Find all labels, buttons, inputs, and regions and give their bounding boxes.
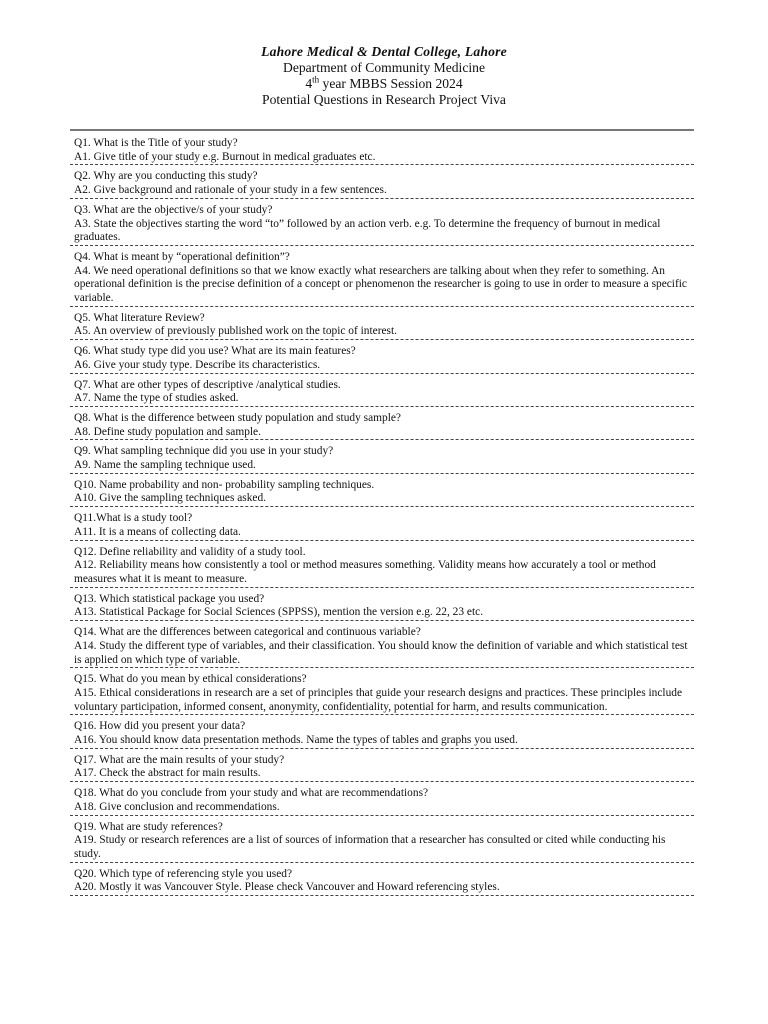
- qa-item: [70, 251, 694, 307]
- answer-text: A18. Give conclusion and recommendations.: [74, 800, 280, 813]
- answer-text: A17. Check the abstract for main results.: [74, 767, 261, 780]
- question-text: Q11.What is a study tool?: [74, 512, 193, 525]
- qa-item: [70, 137, 694, 165]
- qa-item: [70, 787, 694, 815]
- qa-item: [70, 412, 694, 440]
- answer-text: A12. Reliability means how consistently a tool or method measures something. Validity means how accurately a tool or method measures what it is meant to measure.: [74, 559, 656, 585]
- qa-item: [70, 170, 694, 198]
- college-name: Lahore Medical & Dental College, Lahore: [261, 44, 507, 59]
- document-header: [0, 44, 768, 108]
- answer-text: A6. Give your study type. Describe its characteristics.: [74, 358, 321, 371]
- answer-text: A5. An overview of previously published work on the topic of interest.: [74, 325, 397, 338]
- question-text: Q2. Why are you conducting this study?: [74, 170, 258, 183]
- answer-text: A10. Give the sampling techniques asked.: [74, 492, 267, 505]
- question-text: Q13. Which statistical package you used?: [74, 592, 265, 605]
- question-text: Q12. Define reliability and validity of a study tool.: [74, 545, 306, 558]
- question-text: Q1. What is the Title of your study?: [74, 137, 238, 149]
- question-text: Q4. What is meant by “operational definition”?: [74, 250, 290, 263]
- qa-item: [70, 720, 694, 748]
- answer-text: A20. Mostly it was Vancouver Style. Please check Vancouver and Howard referencing styles.: [74, 881, 500, 894]
- answer-text: A19. Study or research references are a list of sources of information that a researcher has consulted or cited while conducting his study.: [74, 834, 666, 860]
- answer-text: A8. Define study population and sample.: [74, 425, 261, 438]
- answer-text: A16. You should know data presentation methods. Name the types of tables and graphs you used.: [74, 734, 518, 747]
- question-text: Q18. What do you conclude from your study and what are recommendations?: [74, 787, 429, 800]
- session-text: year MBBS Session 2024: [319, 76, 463, 91]
- qa-item: [70, 673, 694, 715]
- qa-item: [70, 479, 694, 507]
- question-text: Q6. What study type did you use? What are its main features?: [74, 345, 356, 358]
- year-suffix: th: [312, 74, 320, 85]
- answer-text: A3. State the objectives starting the word “to” followed by an action verb. e.g. To determine the frequency of burnout in medical graduates.: [74, 217, 661, 244]
- department-name: Department of Community Medicine: [283, 60, 485, 75]
- question-text: Q19. What are study references?: [74, 820, 223, 833]
- qa-item: [70, 868, 694, 896]
- answer-text: A14. Study the different type of variables, and their classification. You should know the definition of variable and which statistical test is applied on which type of variable.: [74, 639, 688, 666]
- qa-item: [70, 345, 694, 373]
- qa-item: [70, 626, 694, 668]
- year-number: 4: [305, 76, 313, 91]
- answer-text: A7. Name the type of studies asked.: [74, 392, 239, 405]
- answer-text: A11. It is a means of collecting data.: [74, 525, 241, 538]
- answer-text: A9. Name the sampling technique used.: [74, 459, 256, 472]
- question-text: Q16. How did you present your data?: [74, 720, 246, 733]
- question-text: Q20. Which type of referencing style you used?: [74, 867, 293, 880]
- qa-item: [70, 821, 694, 863]
- qa-list: [70, 137, 694, 901]
- question-text: Q10. Name probability and non- probability sampling techniques.: [74, 478, 375, 491]
- question-text: Q14. What are the differences between categorical and continuous variable?: [74, 626, 421, 639]
- answer-text: A13. Statistical Package for Social Sciences (SPPSS), mention the version e.g. 22, 23 etc.: [74, 606, 484, 619]
- question-text: Q9. What sampling technique did you use in your study?: [74, 445, 334, 458]
- qa-item: [70, 312, 694, 340]
- header-divider: [70, 129, 694, 131]
- question-text: Q15. What do you mean by ethical considerations?: [74, 673, 307, 686]
- qa-item: [70, 204, 694, 246]
- question-text: Q3. What are the objective/s of your study?: [74, 203, 273, 216]
- question-text: Q17. What are the main results of your study?: [74, 753, 285, 766]
- question-text: Q8. What is the difference between study population and study sample?: [74, 411, 401, 424]
- answer-text: A15. Ethical considerations in research are a set of principles that guide your research designs and practices. These principles include voluntary participation, informed consent, anonymity, confidentiality, potential for harm, and results communication.: [74, 686, 683, 713]
- qa-item: [70, 754, 694, 782]
- qa-item: [70, 546, 694, 588]
- question-text: Q7. What are other types of descriptive /analytical studies.: [74, 378, 341, 391]
- question-text: Q5. What literature Review?: [74, 311, 205, 324]
- qa-item: [70, 512, 694, 540]
- answer-text: A2. Give background and rationale of your study in a few sentences.: [74, 184, 387, 197]
- answer-text: A1. Give title of your study e.g. Burnout in medical graduates etc.: [74, 150, 376, 163]
- qa-item: [70, 593, 694, 621]
- session-line: [0, 76, 768, 92]
- answer-text: A4. We need operational definitions so that we know exactly what researchers are talking about when they refer to something. An operational definition is the precise definition of a concept or phenomenon the researcher is going to use in order to measure a specific variable.: [74, 264, 687, 305]
- document-title: Potential Questions in Research Project Viva: [262, 92, 506, 107]
- qa-item: [70, 379, 694, 407]
- qa-item: [70, 445, 694, 473]
